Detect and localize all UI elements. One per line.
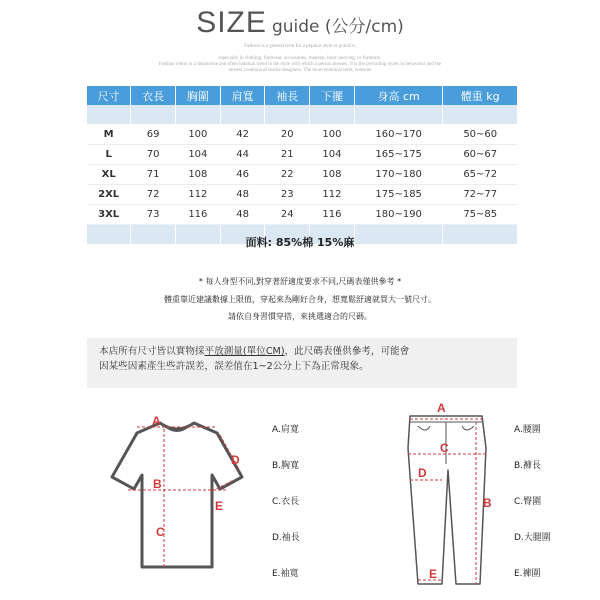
- header-cell: 身高 cm: [354, 86, 443, 105]
- pants-label-e: E.褲圍: [514, 569, 541, 579]
- fine-print-1: Fashion is a general term for a popular style or practice,: [244, 44, 356, 49]
- size-guide-title: [0, 6, 600, 40]
- measurement-notice: [87, 338, 517, 388]
- shirt-label-e: E.袖寬: [272, 569, 299, 579]
- table-row: [87, 145, 517, 165]
- fabric-composition: 面料: 85%棉 15%麻: [245, 236, 355, 249]
- title-big: SIZE: [196, 6, 267, 39]
- header-cell: 下擺: [310, 86, 355, 105]
- value-cell: 73: [131, 205, 176, 225]
- pants-letter-b: B: [483, 496, 492, 510]
- value-cell: 44: [220, 145, 265, 165]
- value-cell: 104: [310, 145, 355, 165]
- fine-print-2: especially in clothing, footwear, accessories, makeup, body piercing, or furniture.: [218, 56, 382, 61]
- table-row: [87, 125, 517, 145]
- table-row: [87, 205, 517, 225]
- shirt-letter-a: A: [152, 414, 161, 428]
- pants-label-d: D.大腿圍: [514, 533, 551, 543]
- note-weight: 體重靠近建議數據上限值，穿起來為剛好合身，想寬鬆舒適就買大一號尺寸。: [164, 295, 436, 304]
- value-cell: 48: [220, 185, 265, 205]
- pants-letter-e: E: [429, 567, 438, 581]
- pants-label-b: B.褲長: [514, 461, 542, 471]
- pants-letter-d: D: [418, 466, 427, 480]
- note-choose: 請依自身習慣穿搭，來挑選適合的尺碼。: [228, 312, 372, 321]
- value-cell: 165~175: [354, 145, 443, 165]
- shirt-letter-c: C: [156, 525, 165, 539]
- value-cell: 71: [131, 165, 176, 185]
- tshirt-outline: [112, 423, 242, 567]
- header-cell: 胸圍: [176, 86, 221, 105]
- value-cell: 116: [310, 205, 355, 225]
- value-cell: 46: [220, 165, 265, 185]
- shirt-label-b: B.胸寬: [272, 461, 300, 471]
- value-cell: 69: [131, 125, 176, 145]
- value-cell: 112: [310, 185, 355, 205]
- value-cell: 104: [176, 145, 221, 165]
- shirt-letter-d: D: [231, 453, 240, 467]
- header-cell: 衣長: [131, 86, 176, 105]
- value-cell: 42: [220, 125, 265, 145]
- value-cell: 24: [265, 205, 310, 225]
- table-row: [87, 165, 517, 185]
- value-cell: 170~180: [354, 165, 443, 185]
- size-cell: XL: [87, 165, 131, 185]
- value-cell: 72: [131, 185, 176, 205]
- value-cell: 100: [310, 125, 355, 145]
- value-cell: 160~170: [354, 125, 443, 145]
- value-cell: 70: [131, 145, 176, 165]
- value-cell: 65~72: [443, 165, 517, 185]
- notice-line-2: 因某些因素產生些許誤差，誤差值在1~2公分上下為正常現象。: [99, 361, 369, 372]
- size-table: [87, 86, 517, 245]
- header-cell: 袖長: [265, 86, 310, 105]
- value-cell: 22: [265, 165, 310, 185]
- value-cell: 72~77: [443, 185, 517, 205]
- header-cell: 肩寬: [220, 86, 265, 105]
- value-cell: 75~85: [443, 205, 517, 225]
- shirt-label-a: A.肩寬: [272, 425, 299, 435]
- fine-print-4: newest creations of textile designers. The more technical term, costume: [228, 68, 372, 73]
- value-cell: 108: [310, 165, 355, 185]
- size-cell: 2XL: [87, 185, 131, 205]
- pants-label-c: C.臀圍: [514, 497, 542, 507]
- value-cell: 50~60: [443, 125, 517, 145]
- note-disclaimer: * 每人身型不同,對穿著舒適度要求不同,尺碼表僅供參考 *: [198, 277, 402, 286]
- value-cell: 116: [176, 205, 221, 225]
- table-row: [87, 185, 517, 205]
- size-cell: M: [87, 125, 131, 145]
- value-cell: 180~190: [354, 205, 443, 225]
- value-cell: 48: [220, 205, 265, 225]
- pants-label-a: A.腰圍: [514, 425, 541, 435]
- value-cell: 175~185: [354, 185, 443, 205]
- blank-row: [87, 105, 517, 125]
- table-header-row: [87, 86, 517, 105]
- tshirt-diagram: [92, 405, 262, 585]
- pants-letter-c: C: [440, 441, 449, 455]
- notice-line-1: 本店所有尺寸皆以實物採平放測量(單位CM)，此尺碼表僅供參考，可能會: [99, 346, 410, 357]
- value-cell: 20: [265, 125, 310, 145]
- pants-letter-a: A: [437, 401, 446, 415]
- value-cell: 60~67: [443, 145, 517, 165]
- title-small: guide (公分/cm): [271, 17, 404, 37]
- value-cell: 100: [176, 125, 221, 145]
- shirt-label-c: C.衣長: [272, 497, 300, 507]
- size-cell: L: [87, 145, 131, 165]
- size-cell: 3XL: [87, 205, 131, 225]
- value-cell: 112: [176, 185, 221, 205]
- value-cell: 21: [265, 145, 310, 165]
- header-cell: 尺寸: [87, 86, 131, 105]
- header-cell: 體重 kg: [443, 86, 517, 105]
- fine-print-3: Fashion refers to a distinctive and often habitual trend in the style with which a person dresses. It is the prevailing styles in behaviour and the: [158, 62, 442, 67]
- shirt-label-d: D.袖長: [272, 533, 300, 543]
- value-cell: 23: [265, 185, 310, 205]
- value-cell: 108: [176, 165, 221, 185]
- shirt-letter-e: E: [215, 499, 224, 513]
- shirt-letter-b: B: [153, 477, 162, 491]
